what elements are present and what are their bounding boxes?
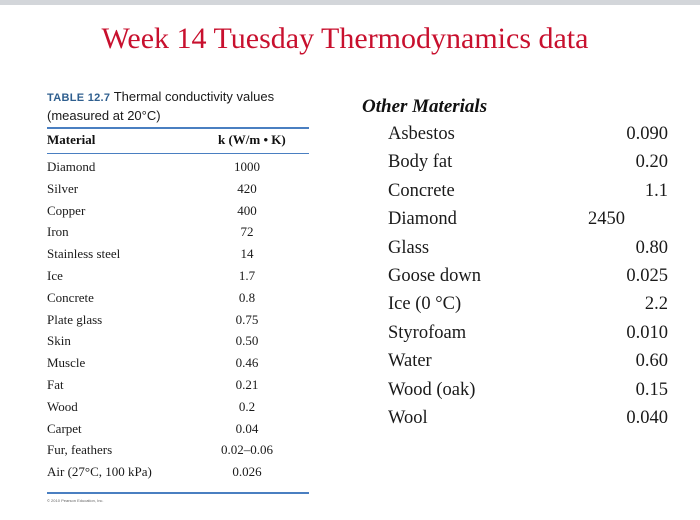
top-border: [0, 0, 700, 5]
material-cell: Muscle: [47, 355, 86, 371]
slide-title: Week 14 Tuesday Thermodynamics data: [101, 22, 589, 55]
list-item: [388, 181, 668, 209]
k-cell: 0.2: [238, 398, 256, 414]
k-cell: 72: [240, 224, 254, 240]
material-name: Body fat: [388, 152, 453, 173]
column-header-k: k (W/m • K): [218, 132, 286, 147]
k-value: 0.040: [626, 407, 668, 428]
k-cell: 0.04: [235, 420, 259, 436]
list-item: [388, 152, 668, 180]
k-value: 2450: [588, 209, 625, 230]
k-cell: 14: [240, 246, 254, 262]
material-cell: Wood: [47, 398, 78, 414]
k-cell: 0.8: [238, 289, 256, 305]
material-name: Wood (oak): [388, 379, 476, 400]
k-cell: 0.50: [235, 333, 259, 349]
table-row: [47, 268, 309, 290]
table-caption: [47, 88, 322, 124]
k-value: 1.1: [644, 180, 668, 201]
list-item: [388, 124, 668, 152]
material-name: Styrofoam: [388, 322, 467, 343]
k-value: 0.15: [635, 379, 668, 400]
material-name: Asbestos: [388, 124, 455, 144]
k-cell: 0.02–0.06: [221, 442, 273, 458]
k-value: 0.60: [635, 351, 668, 372]
k-value: 2.2: [644, 294, 668, 315]
list-item: [388, 209, 668, 237]
list-item: [388, 351, 668, 379]
material-cell: Air (27°C, 100 kPa): [47, 464, 152, 480]
table-row: [47, 246, 309, 268]
table-row: [47, 203, 309, 225]
material-name: Wool: [388, 407, 428, 428]
table-header-rule: [47, 153, 309, 154]
material-cell: Diamond: [47, 159, 96, 174]
material-name: Ice (0 °C): [388, 294, 462, 315]
material-name: Water: [388, 351, 432, 372]
table-caption-text: Thermal conductivity values (measured at 20°C): [47, 89, 275, 123]
material-cell: Copper: [47, 202, 86, 218]
k-value: 0.20: [635, 152, 668, 173]
table-row: [47, 399, 309, 421]
copyright-notice: © 2010 Pearson Education, Inc.: [47, 498, 104, 503]
list-item: [388, 266, 668, 294]
k-cell: 400: [237, 202, 257, 218]
k-cell: 0.75: [235, 311, 259, 327]
table-bottom-rule: [47, 492, 309, 494]
conductivity-table-body: [47, 159, 309, 486]
material-cell: Iron: [47, 224, 69, 240]
table-row: [47, 290, 309, 312]
material-name: Goose down: [388, 265, 482, 286]
table-label: TABLE 12.7: [47, 92, 111, 104]
table-row: [47, 159, 309, 181]
list-item: [388, 408, 668, 436]
material-cell: Fur, feathers: [47, 442, 113, 458]
k-value: 0.090: [626, 124, 668, 144]
material-cell: Ice: [47, 267, 63, 283]
table-row: [47, 355, 309, 377]
material-cell: Silver: [47, 180, 79, 196]
material-cell: Plate glass: [47, 311, 103, 327]
k-cell: 1000: [234, 159, 260, 174]
table-row: [47, 377, 309, 399]
table-row: [47, 442, 309, 464]
list-item: [388, 380, 668, 408]
table-row: [47, 181, 309, 203]
material-cell: Fat: [47, 376, 64, 392]
k-value: 0.010: [626, 322, 668, 343]
material-name: Glass: [388, 237, 430, 258]
k-cell: 0.21: [235, 376, 259, 392]
k-cell: 0.46: [235, 355, 259, 371]
other-materials-list: [388, 124, 668, 436]
material-name: Concrete: [388, 180, 455, 201]
list-item: [388, 294, 668, 322]
material-cell: Carpet: [47, 420, 82, 436]
k-cell: 420: [237, 180, 257, 196]
k-cell: 1.7: [238, 267, 256, 283]
material-cell: Concrete: [47, 289, 94, 305]
table-row: [47, 333, 309, 355]
table-row: [47, 464, 309, 486]
table-row: [47, 312, 309, 334]
material-cell: Stainless steel: [47, 246, 121, 262]
table-row: [47, 224, 309, 246]
list-item: [388, 238, 668, 266]
k-cell: 0.026: [232, 464, 262, 480]
k-value: 0.80: [635, 237, 668, 258]
material-cell: Skin: [47, 333, 71, 349]
k-value: 0.025: [626, 265, 668, 286]
table-top-rule: [47, 127, 309, 129]
other-materials-title: Other Materials: [362, 96, 488, 117]
list-item: [388, 323, 668, 351]
material-name: Diamond: [388, 209, 457, 230]
column-header-material: Material: [47, 132, 96, 147]
table-row: [47, 421, 309, 443]
